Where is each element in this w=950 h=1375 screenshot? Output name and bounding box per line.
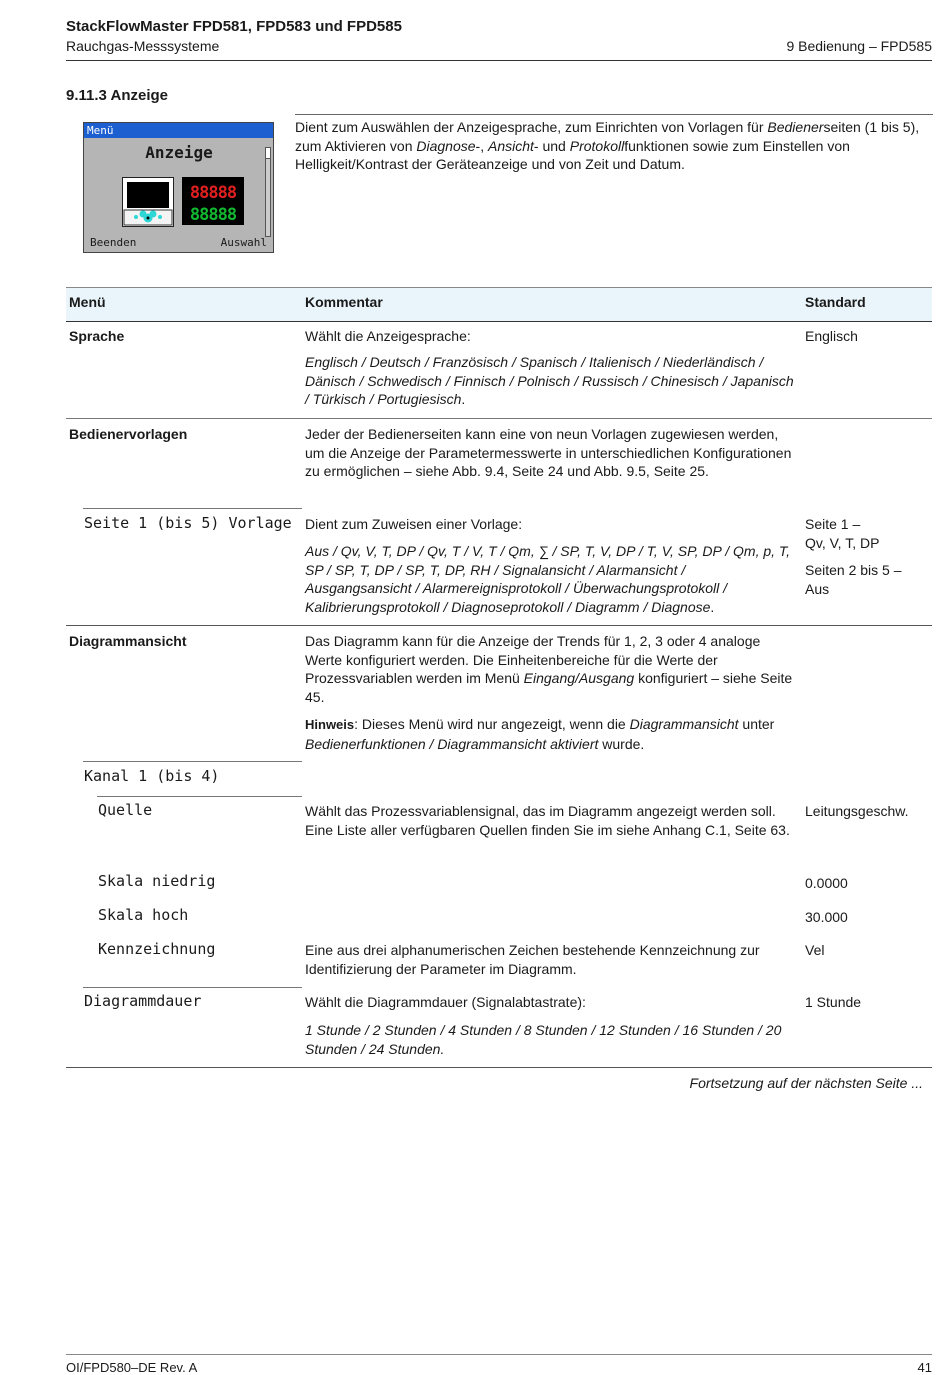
column-header-comment: Kommentar <box>305 294 383 310</box>
chapter-heading: 9 Bedienung – FPD585 <box>786 38 932 54</box>
diagrammansicht-note: Hinweis: Dieses Menü wird nur angezeigt, wenn die Diagrammansicht unter Bedienerfunktionen / Diagrammansicht aktiviert wurde. <box>305 716 775 752</box>
diagrammdauer-options: 1 Stunde / 2 Stunden / 4 Stunden / 8 Stunden / 12 Stunden / 16 Stunden / 20 Stunden / 24 Stunden. <box>305 1022 782 1057</box>
seite-vorlage-comment: Dient zum Zuweisen einer Vorlage: <box>305 516 523 532</box>
bedienervorlagen-comment: Jeder der Bedienerseiten kann eine von neun Vorlagen zugewiesen werden, um die Anzeige der Parametermesswerte in unterschiedlichen Konfigurationen zu ermöglichen – siehe Abb. 9.4, Seite 24 und Abb. 9.5, Seite 25. <box>305 426 792 479</box>
document-number: OI/FPD580–DE Rev. A <box>66 1360 198 1375</box>
menu-item-bedienervorlagen: Bedienervorlagen <box>69 426 188 442</box>
skala-hoch-default: 30.000 <box>805 909 848 925</box>
device-menu-bar: Menü <box>84 123 273 138</box>
page-number: 41 <box>917 1360 932 1375</box>
seite-vorlage-options: Aus / Qv, V, T, DP / Qv, T / V, T / Qm, ∑ / SP, T, V, DP / T, V, SP, DP / Qm, p, T, SP / SP, T, DP / SP, T, DP, RH / Signalansicht / Alarmansicht / Ausgangsansicht / Alarmereignisprotokoll / Überwachungsprotokoll / Kalibrierungsprotokoll / Diagnoseprotokoll / Diagramm / Diagnose. <box>305 543 791 615</box>
select-softkey[interactable]: Auswahl <box>220 236 267 249</box>
seite-vorlage-default-4: Aus <box>805 581 830 597</box>
diagrammansicht-comment: Das Diagramm kann für die Anzeige der Trends für 1, 2, 3 oder 4 analoge Werte konfiguriert werden. Die Einheitenbereiche für die Werte der Prozessvariablen werden im Menü Eingang/Ausgang konfiguriert – siehe Seite 45. <box>305 633 793 705</box>
submenu-divider <box>83 761 302 762</box>
document-title: StackFlowMaster FPD581, FPD583 und FPD585 <box>66 18 402 35</box>
menu-item-skala-hoch: Skala hoch <box>98 906 189 924</box>
submenu-divider <box>97 796 302 797</box>
column-header-menu: Menü <box>69 294 106 310</box>
menu-item-kanal: Kanal 1 (bis 4) <box>84 767 220 785</box>
device-screen <box>83 122 274 253</box>
footer-divider <box>66 1354 932 1355</box>
column-header-default: Standard <box>805 294 866 310</box>
seite-vorlage-default-3: Seiten 2 bis 5 – <box>805 562 902 578</box>
monitor-icon <box>122 177 174 227</box>
submenu-divider <box>83 508 302 509</box>
sprache-default: Englisch <box>805 328 858 344</box>
menu-item-quelle: Quelle <box>98 801 153 819</box>
menu-item-kennzeichnung: Kennzeichnung <box>98 940 216 958</box>
sprache-options: Englisch / Deutsch / Französisch / Spanisch / Italienisch / Niederländisch / Dänisch / Schwedisch / Finnisch / Polnisch / Russisch / Chinesisch / Japanisch / Türkisch / Portugiesisch. <box>305 354 794 407</box>
table-header-row <box>66 287 932 322</box>
menu-item-seite-vorlage: Seite 1 (bis 5) Vorlage <box>84 514 292 532</box>
header-divider <box>66 60 932 61</box>
menu-item-diagrammdauer: Diagrammdauer <box>84 992 202 1010</box>
svg-text:88888: 88888 <box>189 183 237 203</box>
menu-item-sprache: Sprache <box>69 328 125 344</box>
quelle-default: Leitungsgeschw. <box>805 803 909 819</box>
continued-note: Fortsetzung auf der nächsten Seite ... <box>689 1075 923 1091</box>
svg-text:88888: 88888 <box>189 205 237 225</box>
device-scrollbar-thumb <box>266 148 270 159</box>
intro-paragraph: Dient zum Auswählen der Anzeigesprache, zum Einrichten von Vorlagen für Bedienerseiten (1 bis 5), zum Aktivieren von Diagnose-, Ansicht- und Protokollfunktionen sowie zum Einstellen von Helligkeit/Kontrast der Geräteanzeige und von Zeit und Datum. <box>295 114 933 174</box>
kennzeichnung-comment: Eine aus drei alphanumerischen Zeichen bestehende Kennzeichnung zur Identifizierung der Parameter im Diagramm. <box>305 942 760 977</box>
device-scrollbar <box>265 147 271 237</box>
segment-display-icon <box>182 177 244 225</box>
diagrammdauer-comment: Wählt die Diagrammdauer (Signalabtastrate): <box>305 994 586 1010</box>
device-screen-title: Anzeige <box>145 143 213 162</box>
sprache-comment: Wählt die Anzeigesprache: <box>305 328 471 344</box>
kennzeichnung-default: Vel <box>805 942 825 958</box>
menu-item-skala-niedrig: Skala niedrig <box>98 872 216 890</box>
quelle-comment: Wählt das Prozessvariablensignal, das im Diagramm angezeigt werden soll. Eine Liste aller verfügbaren Quellen finden Sie im siehe Anhang C.1, Seite 63. <box>305 803 790 838</box>
exit-softkey[interactable]: Beenden <box>90 236 137 249</box>
section-title: 9.11.3 Anzeige <box>66 87 168 104</box>
diagrammdauer-default: 1 Stunde <box>805 994 862 1010</box>
menu-item-diagrammansicht: Diagrammansicht <box>69 633 187 649</box>
document-subtitle: Rauchgas-Messsysteme <box>66 38 220 54</box>
skala-niedrig-default: 0.0000 <box>805 875 848 891</box>
table-bottom-rule <box>66 1067 932 1068</box>
row-divider <box>66 625 932 626</box>
seite-vorlage-default-1: Seite 1 – <box>805 516 861 532</box>
submenu-divider <box>83 987 302 988</box>
row-divider <box>66 418 932 419</box>
seite-vorlage-default-2: Qv, V, T, DP <box>805 535 880 551</box>
